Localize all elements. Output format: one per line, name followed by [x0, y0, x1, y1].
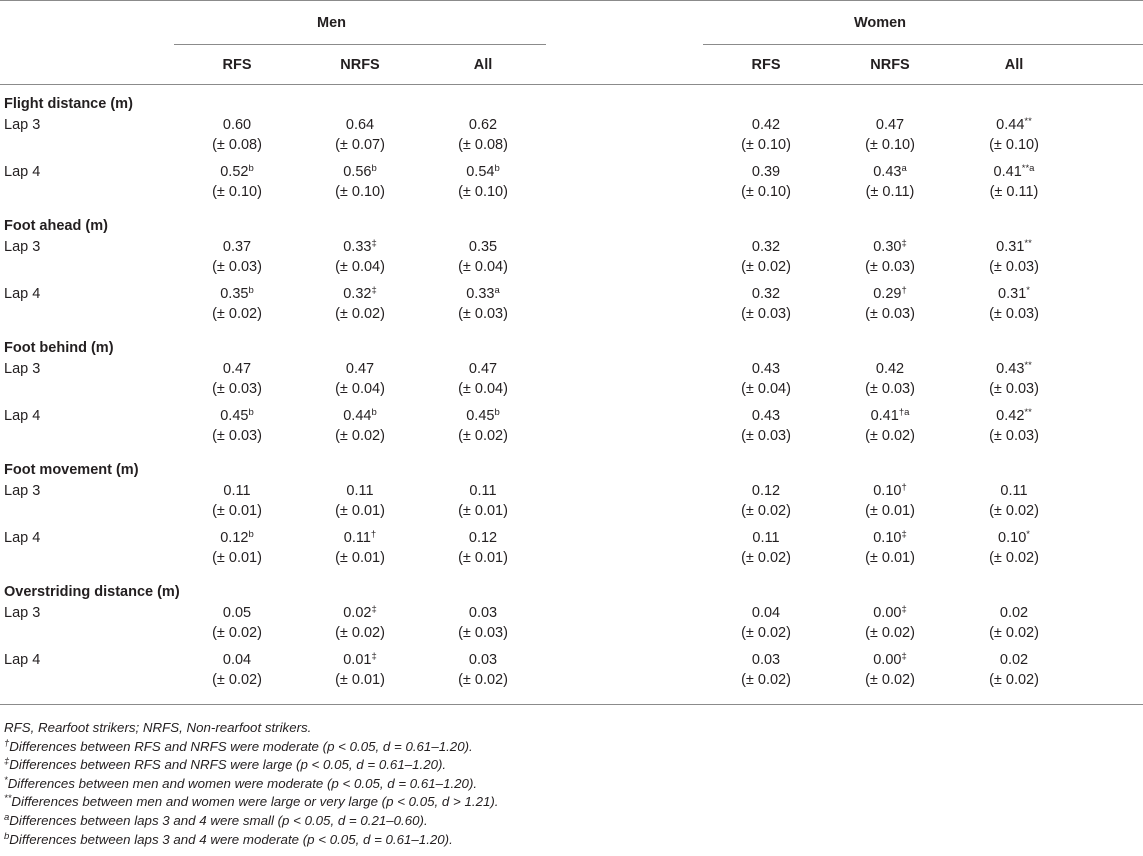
cell-value [829, 527, 951, 549]
cell-sd: (± 0.02) [741, 503, 791, 519]
cell-superscript: ** [1024, 116, 1032, 127]
cell-sd: (± 0.01) [458, 550, 508, 566]
cell-superscript: b [371, 163, 377, 174]
cell-sd: (± 0.03) [212, 381, 262, 397]
cell-superscript: † [370, 529, 377, 540]
cell-mean: 0.41 [870, 408, 899, 424]
column-header-men-all: All [473, 57, 493, 73]
footnote-text: Differences between men and women were large or very large (p < 0.05, d > 1.21). [11, 794, 499, 810]
column-header-women-nrfs: NRFS [870, 57, 910, 73]
footnote-marker: ** [4, 793, 12, 805]
footnote [4, 719, 498, 738]
cell-sd: (± 0.04) [335, 381, 385, 397]
footnote [4, 812, 498, 831]
cell-superscript: b [248, 163, 254, 174]
cell-sd: (± 0.02) [335, 306, 385, 322]
table-row-sd [0, 549, 1143, 574]
footnote [4, 756, 498, 775]
cell-value [420, 236, 546, 258]
cell-value [174, 602, 300, 624]
footnote-text: Differences between laps 3 and 4 were small (p < 0.05, d = 0.21–0.60). [9, 812, 428, 828]
cell-value [829, 236, 951, 258]
section-title: Foot ahead (m) [4, 218, 108, 234]
cell-value [703, 602, 829, 624]
cell-superscript: ‡ [371, 238, 377, 249]
cell-value [300, 114, 420, 136]
cell-value [300, 161, 420, 183]
cell-mean: 0.35 [220, 286, 249, 302]
footnote [4, 738, 498, 757]
cell-mean: 0.10 [873, 483, 902, 499]
column-header-row [0, 46, 1143, 85]
cell-sd: (± 0.03) [989, 428, 1039, 444]
group-header-women: Women [853, 15, 907, 31]
cell-sd: (± 0.03) [212, 259, 262, 275]
table-row [0, 527, 1143, 549]
cell-sd: (± 0.02) [458, 428, 508, 444]
cell-value [951, 602, 1077, 624]
cell-sd: (± 0.07) [335, 137, 385, 153]
row-label: Lap 3 [4, 239, 41, 255]
cell-sd: (± 0.02) [865, 625, 915, 641]
cell-sd: (± 0.02) [212, 625, 262, 641]
table-row [0, 236, 1143, 258]
group-header-men: Men [317, 15, 346, 31]
column-header-men-rfs: RFS [222, 57, 252, 73]
cell-mean: 0.03 [468, 652, 498, 668]
cell-mean: 0.39 [751, 164, 781, 180]
footnote-text: Differences between RFS and NRFS were large (p < 0.05, d = 0.61–1.20). [9, 757, 447, 773]
cell-sd: (± 0.08) [458, 137, 508, 153]
cell-mean: 0.45 [466, 408, 495, 424]
cell-superscript: b [248, 407, 254, 418]
footnote-marker: * [4, 774, 8, 786]
cell-sd: (± 0.01) [865, 503, 915, 519]
cell-sd: (± 0.01) [865, 550, 915, 566]
cell-value [174, 649, 300, 671]
cell-value [951, 161, 1077, 183]
cell-value [300, 602, 420, 624]
section-title: Foot behind (m) [4, 340, 114, 356]
cell-superscript: b [494, 163, 500, 174]
cell-sd: (± 0.08) [212, 137, 262, 153]
cell-mean: 0.11 [752, 530, 780, 546]
table-row-sd [0, 427, 1143, 452]
cell-mean: 0.42 [996, 408, 1025, 424]
cell-sd: (± 0.02) [212, 306, 262, 322]
row-label: Lap 3 [4, 605, 41, 621]
cell-superscript: b [371, 407, 377, 418]
cell-superscript: ‡ [901, 529, 907, 540]
cell-value [703, 649, 829, 671]
cell-mean: 0.04 [222, 652, 252, 668]
cell-superscript: * [1026, 285, 1030, 296]
cell-superscript: † [901, 482, 907, 493]
footnote-marker: b [4, 830, 10, 842]
cell-mean: 0.62 [468, 117, 498, 133]
cell-mean: 0.12 [468, 530, 498, 546]
cell-sd: (± 0.04) [458, 259, 508, 275]
cell-value [420, 283, 546, 305]
cell-mean: 0.00 [873, 652, 902, 668]
cell-sd: (± 0.11) [989, 184, 1039, 200]
cell-superscript: * [1026, 529, 1030, 540]
cell-mean: 0.11 [469, 483, 497, 499]
cell-value [300, 527, 420, 549]
cell-value [174, 358, 300, 380]
cell-mean: 0.31 [998, 286, 1027, 302]
cell-mean: 0.35 [468, 239, 498, 255]
cell-sd: (± 0.02) [865, 672, 915, 688]
table-row [0, 114, 1143, 136]
row-label: Lap 4 [4, 408, 41, 424]
cell-value [829, 480, 951, 502]
cell-sd: (± 0.10) [458, 184, 508, 200]
cell-value [174, 161, 300, 183]
table-row [0, 602, 1143, 624]
cell-sd: (± 0.03) [865, 259, 915, 275]
cell-mean: 0.12 [220, 530, 249, 546]
cell-sd: (± 0.02) [335, 625, 385, 641]
cell-superscript: ‡ [901, 651, 907, 662]
cell-sd: (± 0.03) [989, 259, 1039, 275]
cell-sd: (± 0.02) [212, 672, 262, 688]
footnote-text: Differences between men and women were moderate (p < 0.05, d = 0.61–1.20). [7, 775, 478, 791]
table-bottom-rule [0, 696, 1143, 705]
cell-mean: 0.52 [220, 164, 249, 180]
cell-value [829, 358, 951, 380]
cell-value [174, 405, 300, 427]
cell-value [829, 283, 951, 305]
cell-superscript: ‡ [901, 238, 907, 249]
table-row-sd [0, 305, 1143, 330]
cell-value [174, 283, 300, 305]
table-row-sd [0, 136, 1143, 161]
cell-sd: (± 0.04) [335, 259, 385, 275]
cell-value [174, 527, 300, 549]
row-label: Lap 3 [4, 483, 41, 499]
cell-value [420, 358, 546, 380]
cell-mean: 0.31 [996, 239, 1025, 255]
cell-superscript: a [494, 285, 500, 296]
cell-value [829, 161, 951, 183]
cell-value [829, 114, 951, 136]
cell-mean: 0.11 [343, 530, 371, 546]
footnote-marker: † [4, 737, 10, 749]
table-row-sd [0, 671, 1143, 696]
cell-sd: (± 0.02) [989, 503, 1039, 519]
cell-sd: (± 0.04) [741, 381, 791, 397]
row-label: Lap 3 [4, 361, 41, 377]
cell-superscript: a [901, 163, 907, 174]
table-row [0, 480, 1143, 502]
cell-mean: 0.03 [468, 605, 498, 621]
cell-sd: (± 0.03) [865, 381, 915, 397]
cell-value [951, 649, 1077, 671]
cell-superscript: ‡ [371, 604, 377, 615]
row-label: Lap 4 [4, 530, 41, 546]
cell-sd: (± 0.03) [989, 306, 1039, 322]
cell-sd: (± 0.10) [741, 137, 791, 153]
cell-mean: 0.12 [751, 483, 781, 499]
section-row [0, 330, 1143, 358]
cell-mean: 0.05 [222, 605, 252, 621]
footnote [4, 775, 498, 794]
cell-sd: (± 0.02) [458, 672, 508, 688]
cell-mean: 0.30 [873, 239, 902, 255]
cell-mean: 0.33 [343, 239, 372, 255]
column-header-women-all: All [1004, 57, 1024, 73]
cell-value [703, 114, 829, 136]
cell-mean: 0.11 [346, 483, 374, 499]
table-row-sd [0, 502, 1143, 527]
footnote-marker: ‡ [4, 756, 10, 768]
cell-superscript: b [494, 407, 500, 418]
cell-superscript: ** [1024, 238, 1032, 249]
row-label: Lap 3 [4, 117, 41, 133]
cell-value [829, 649, 951, 671]
cell-sd: (± 0.03) [741, 306, 791, 322]
footnote [4, 831, 498, 850]
cell-value [300, 283, 420, 305]
cell-sd: (± 0.02) [989, 550, 1039, 566]
cell-sd: (± 0.03) [741, 428, 791, 444]
cell-mean: 0.32 [751, 286, 781, 302]
cell-sd: (± 0.02) [741, 259, 791, 275]
cell-mean: 0.54 [466, 164, 495, 180]
cell-mean: 0.42 [875, 361, 905, 377]
cell-value [951, 527, 1077, 549]
cell-superscript: †a [898, 407, 910, 418]
cell-mean: 0.43 [751, 408, 781, 424]
cell-value [703, 283, 829, 305]
column-header-men-nrfs: NRFS [340, 57, 380, 73]
cell-superscript: ** [1024, 360, 1032, 371]
cell-value [703, 161, 829, 183]
table-row-sd [0, 624, 1143, 649]
cell-mean: 0.44 [996, 117, 1025, 133]
cell-mean: 0.04 [751, 605, 781, 621]
cell-sd: (± 0.02) [865, 428, 915, 444]
cell-mean: 0.47 [468, 361, 498, 377]
cell-value [829, 405, 951, 427]
cell-sd: (± 0.01) [335, 672, 385, 688]
cell-value [703, 527, 829, 549]
section-row [0, 574, 1143, 602]
row-label: Lap 4 [4, 286, 41, 302]
cell-value [703, 480, 829, 502]
cell-sd: (± 0.02) [741, 550, 791, 566]
cell-value [420, 480, 546, 502]
cell-sd: (± 0.01) [212, 503, 262, 519]
cell-value [420, 114, 546, 136]
cell-mean: 0.29 [873, 286, 902, 302]
group-header-row [0, 2, 1143, 45]
cell-mean: 0.37 [222, 239, 252, 255]
section-row [0, 208, 1143, 236]
cell-superscript: b [248, 285, 254, 296]
row-label: Lap 4 [4, 164, 41, 180]
cell-sd: (± 0.03) [865, 306, 915, 322]
cell-mean: 0.43 [751, 361, 781, 377]
cell-mean: 0.44 [343, 408, 372, 424]
cell-mean: 0.03 [751, 652, 781, 668]
cell-value [951, 405, 1077, 427]
cell-sd: (± 0.02) [741, 672, 791, 688]
cell-mean: 0.64 [345, 117, 375, 133]
cell-value [420, 649, 546, 671]
cell-value [420, 527, 546, 549]
cell-sd: (± 0.02) [989, 672, 1039, 688]
cell-value [703, 358, 829, 380]
cell-value [174, 236, 300, 258]
cell-mean: 0.43 [996, 361, 1025, 377]
cell-sd: (± 0.10) [212, 184, 262, 200]
section-title: Flight distance (m) [4, 96, 133, 112]
cell-value [703, 236, 829, 258]
section-title: Foot movement (m) [4, 462, 139, 478]
cell-sd: (± 0.10) [989, 137, 1039, 153]
cell-value [420, 602, 546, 624]
cell-value [703, 405, 829, 427]
cell-sd: (± 0.01) [458, 503, 508, 519]
cell-mean: 0.60 [222, 117, 252, 133]
cell-mean: 0.56 [343, 164, 372, 180]
cell-value [951, 114, 1077, 136]
cell-sd: (± 0.11) [865, 184, 915, 200]
cell-sd: (± 0.02) [335, 428, 385, 444]
footnote-text: RFS, Rearfoot strikers; NRFS, Non-rearfoot strikers. [4, 720, 312, 735]
cell-sd: (± 0.10) [865, 137, 915, 153]
table-footnotes [4, 719, 498, 849]
cell-mean: 0.47 [345, 361, 375, 377]
cell-superscript: † [901, 285, 907, 296]
cell-mean: 0.02 [999, 652, 1029, 668]
cell-mean: 0.10 [998, 530, 1027, 546]
cell-value [951, 236, 1077, 258]
cell-value [951, 358, 1077, 380]
table-row-sd [0, 380, 1143, 405]
cell-mean: 0.00 [873, 605, 902, 621]
cell-mean: 0.47 [875, 117, 905, 133]
cell-superscript: ‡ [371, 285, 377, 296]
cell-sd: (± 0.02) [989, 625, 1039, 641]
cell-mean: 0.32 [343, 286, 372, 302]
cell-mean: 0.10 [873, 530, 902, 546]
cell-sd: (± 0.01) [212, 550, 262, 566]
cell-value [951, 283, 1077, 305]
cell-mean: 0.47 [222, 361, 252, 377]
cell-value [300, 649, 420, 671]
cell-superscript: **a [1021, 163, 1035, 174]
cell-value [420, 161, 546, 183]
cell-value [300, 480, 420, 502]
cell-superscript: ‡ [901, 604, 907, 615]
cell-mean: 0.32 [751, 239, 781, 255]
cell-sd: (± 0.03) [458, 306, 508, 322]
cell-value [300, 358, 420, 380]
table-row-sd [0, 183, 1143, 208]
cell-mean: 0.01 [343, 652, 372, 668]
cell-sd: (± 0.02) [741, 625, 791, 641]
cell-mean: 0.11 [1000, 483, 1028, 499]
cell-value [174, 114, 300, 136]
cell-sd: (± 0.10) [741, 184, 791, 200]
table-row [0, 161, 1143, 183]
cell-mean: 0.45 [220, 408, 249, 424]
table-row [0, 283, 1143, 305]
cell-value [300, 236, 420, 258]
cell-superscript: b [248, 529, 254, 540]
section-title: Overstriding distance (m) [4, 584, 180, 600]
footnote [4, 793, 498, 812]
footnote-text: Differences between RFS and NRFS were moderate (p < 0.05, d = 0.61–1.20). [9, 738, 473, 754]
cell-sd: (± 0.03) [212, 428, 262, 444]
cell-sd: (± 0.01) [335, 503, 385, 519]
cell-mean: 0.33 [466, 286, 495, 302]
cell-sd: (± 0.04) [458, 381, 508, 397]
cell-sd: (± 0.03) [458, 625, 508, 641]
table-row [0, 405, 1143, 427]
cell-mean: 0.41 [993, 164, 1022, 180]
cell-value [420, 405, 546, 427]
column-header-women-rfs: RFS [751, 57, 781, 73]
footnote-marker: a [4, 811, 10, 823]
cell-mean: 0.02 [999, 605, 1029, 621]
cell-sd: (± 0.03) [989, 381, 1039, 397]
cell-value [829, 602, 951, 624]
table-row [0, 358, 1143, 380]
table-row-sd [0, 258, 1143, 283]
cell-value [300, 405, 420, 427]
cell-sd: (± 0.10) [335, 184, 385, 200]
cell-mean: 0.42 [751, 117, 781, 133]
cell-mean: 0.11 [223, 483, 251, 499]
row-label: Lap 4 [4, 652, 41, 668]
cell-value [174, 480, 300, 502]
section-row [0, 86, 1143, 114]
cell-superscript: ‡ [371, 651, 377, 662]
cell-superscript: ** [1024, 407, 1032, 418]
cell-mean: 0.02 [343, 605, 372, 621]
cell-mean: 0.43 [873, 164, 902, 180]
section-row [0, 452, 1143, 480]
cell-value [951, 480, 1077, 502]
cell-sd: (± 0.01) [335, 550, 385, 566]
footnote-text: Differences between laps 3 and 4 were moderate (p < 0.05, d = 0.61–1.20). [9, 831, 453, 847]
table-row [0, 649, 1143, 671]
